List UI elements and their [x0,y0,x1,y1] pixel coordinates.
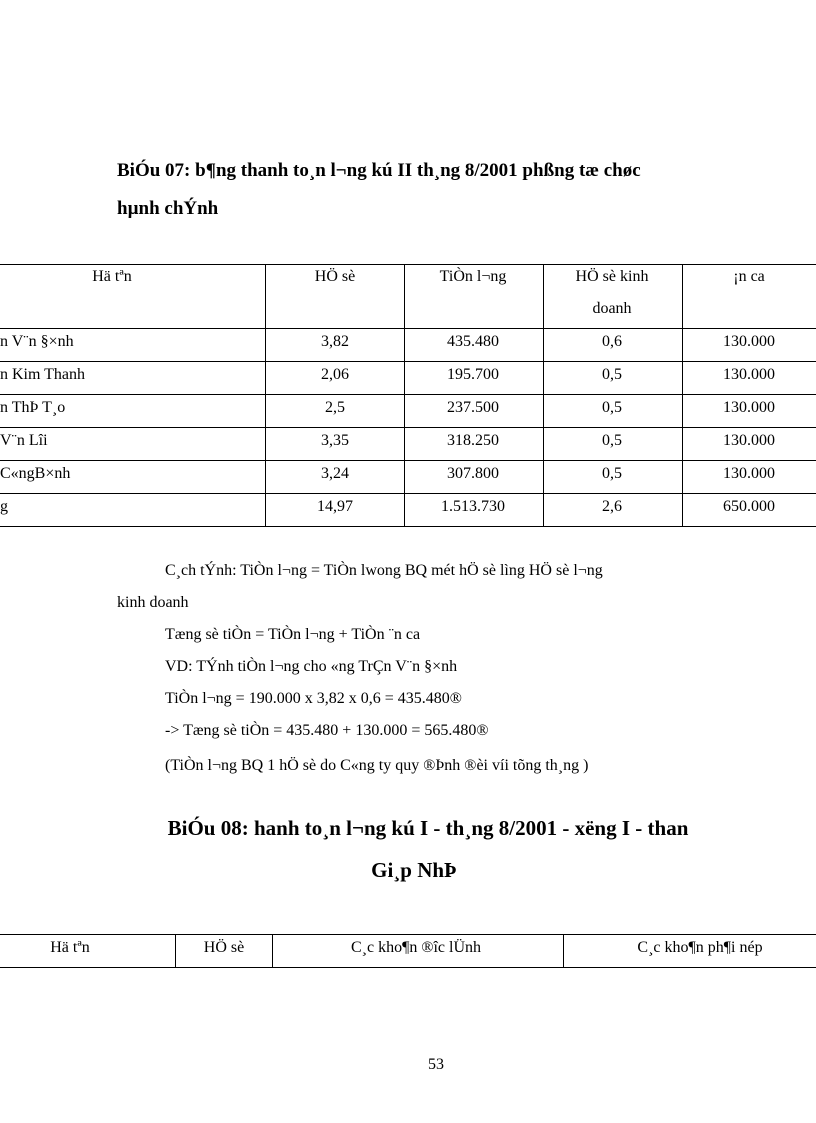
formula-line1: C¸ch tÝnh: TiÒn l¬ng = TiÒn lwong BQ mét hÖ sè lìng HÖ sè l¬ng [165,562,603,579]
table1-cell-business-coefficient: 0,5 [602,366,622,383]
table1-cell-business-coefficient: 0,5 [602,465,622,482]
table2-header-payables: C¸c kho¶n ph¶i nép [637,939,763,956]
table1-cell-salary: 237.500 [447,399,499,416]
table1-cell-coefficient: 2,06 [321,366,349,383]
table2-header-receivables: C¸c kho¶n ®îc lÜnh [350,939,482,956]
formula-line7: (TiÒn l¬ng BQ 1 hÖ sè do C«ng ty quy ®Þnh ®èi víi tõng th¸ng ) [165,757,589,774]
section1-title-line2: hµnh chÝnh [117,198,219,219]
table1-cell-meal: 130.000 [723,333,775,350]
table2-header-name: Hä tªn [50,939,90,956]
table1-cell-business-coefficient: 2,6 [602,498,622,515]
table1-cell-meal: 130.000 [723,465,775,482]
table1-header-coefficient: HÖ sè [314,268,356,285]
table1-cell-meal: 130.000 [723,399,775,416]
formula-line3: Tæng sè tiÒn = TiÒn l¬ng + TiÒn ¨n ca [165,626,421,643]
table1-cell-name: n V¨n §×nh [0,333,74,350]
table1-cell-business-coefficient: 0,6 [602,333,622,350]
table1-cell-name: C«ngB×nh [0,465,71,482]
formula-line4: VD: TÝnh tiÒn l¬ng cho «ng TrÇn V¨n §×nh [165,658,458,675]
table1-cell-salary: 435.480 [447,333,499,350]
table1-cell-salary: 195.700 [447,366,499,383]
table1-cell-meal: 130.000 [723,432,775,449]
section2-title-line1: BiÓu 08: hanh to¸n l¬ng kú I - th¸ng 8/2001 - xëng I - than [167,816,689,840]
table1-cell-name: V¨n Lîi [0,432,48,449]
table2-header-coefficient: HÖ sè [203,939,245,956]
table1-cell-name: n ThÞ T¸o [0,399,66,416]
table1-cell-business-coefficient: 0,5 [602,399,622,416]
table1-header-salary: TiÒn l¬ng [439,268,507,285]
table1-cell-salary: 307.800 [447,465,499,482]
formula-line6: -> Tæng sè tiÒn = 435.480 + 130.000 = 565.480® [165,722,489,739]
table1-header-meal: ¡n ca [733,268,765,285]
section2-title-line2: Gi¸p NhÞ [371,858,457,882]
table1-cell-coefficient: 14,97 [317,498,353,515]
table1-header-name: Hä tªn [92,268,132,285]
table1-cell-coefficient: 3,24 [321,465,349,482]
formula-line2: kinh doanh [117,594,189,611]
table1-cell-salary: 318.250 [447,432,499,449]
table1-cell-salary: 1.513.730 [441,498,505,515]
table1-header-business-coefficient: HÖ sè kinh [575,268,649,285]
table1-cell-business-coefficient: 0,5 [602,432,622,449]
section1-title-line1: BiÓu 07: b¶ng thanh to¸n l¬ng kú II th¸ng 8/2001 phßng tæ chøc [117,160,641,181]
table1-cell-name: g [0,498,8,515]
page-number: 53 [428,1056,444,1073]
table1-cell-coefficient: 2,5 [325,399,345,416]
formula-line5: TiÒn l¬ng = 190.000 x 3,82 x 0,6 = 435.480® [165,690,462,707]
table1-cell-coefficient: 3,35 [321,432,349,449]
table1-cell-coefficient: 3,82 [321,333,349,350]
table1-cell-meal: 130.000 [723,366,775,383]
table1-cell-name: n Kim Thanh [0,366,86,383]
table1-cell-meal: 650.000 [723,498,775,515]
table1-header-business-coefficient-line2: doanh [592,300,632,317]
